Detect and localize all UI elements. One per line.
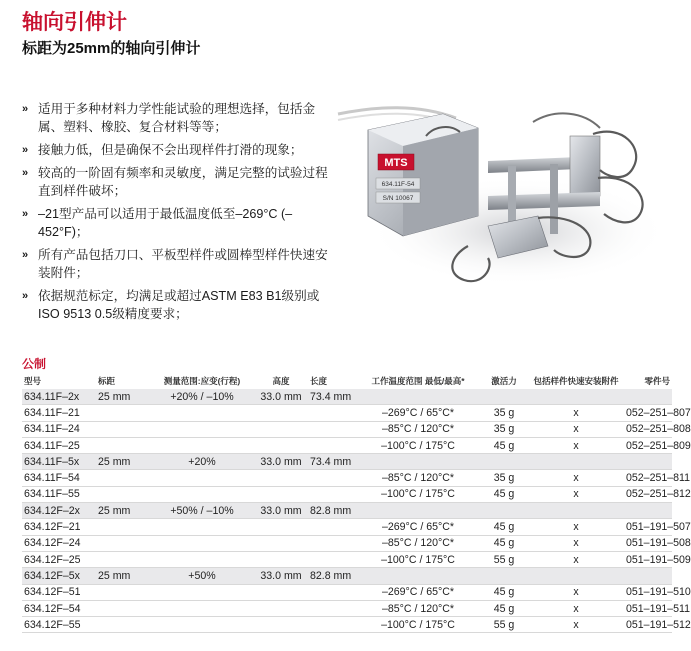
cell-attachment: x <box>528 486 624 502</box>
cell-part-number: 052–251–812 <box>624 486 672 502</box>
cell-range <box>150 486 254 502</box>
cell-range <box>150 617 254 633</box>
table-row <box>22 617 672 633</box>
cell-attachment: x <box>528 470 624 486</box>
table-row <box>22 503 672 519</box>
cell-height <box>254 617 308 633</box>
cell-attachment: x <box>528 519 624 535</box>
cell-height: 33.0 mm <box>254 454 308 470</box>
feature-item <box>22 100 340 136</box>
feature-text: 接触力低，但是确保不会出现样件打滑的现象； <box>38 143 303 157</box>
cell-model: 634.11F–24 <box>22 421 96 437</box>
table-row <box>22 470 672 486</box>
cell-model: 634.12F–54 <box>22 600 96 616</box>
cell-temperature <box>356 389 480 405</box>
cell-temperature: –100°C / 175°C <box>356 617 480 633</box>
table-row <box>22 486 672 502</box>
cell-force: 45 g <box>480 535 528 551</box>
cell-range: +20% <box>150 454 254 470</box>
feature-text: 较高的一阶固有频率和灵敏度，满足完整的试验过程直到样件破坏； <box>38 166 328 198</box>
cell-height <box>254 405 308 421</box>
cell-length <box>308 470 356 486</box>
cell-attachment: x <box>528 405 624 421</box>
cell-length <box>308 437 356 453</box>
bullet-mark: » <box>22 208 29 220</box>
cell-part-number <box>624 568 672 584</box>
feature-text: 所有产品包括刀口、平板型样件或圆棒型样件快速安装附件； <box>38 248 328 280</box>
cell-attachment: x <box>528 584 624 600</box>
cell-model: 634.12F–25 <box>22 551 96 567</box>
page-title: 轴向引伸计 <box>22 11 127 34</box>
cell-force <box>480 454 528 470</box>
table-row <box>22 600 672 616</box>
cell-part-number: 052–251–811 <box>624 470 672 486</box>
cell-length <box>308 421 356 437</box>
section-title-metric: 公制 <box>22 357 47 371</box>
cell-temperature: –85°C / 120°C* <box>356 421 480 437</box>
cell-range: +50% <box>150 568 254 584</box>
cell-attachment <box>528 568 624 584</box>
cell-force: 35 g <box>480 405 528 421</box>
cell-range <box>150 551 254 567</box>
cell-range <box>150 600 254 616</box>
cell-force: 45 g <box>480 600 528 616</box>
cell-model: 634.11F–25 <box>22 437 96 453</box>
cell-attachment: x <box>528 600 624 616</box>
cell-part-number <box>624 389 672 405</box>
cell-model: 634.11F–5x <box>22 454 96 470</box>
cell-length: 82.8 mm <box>308 503 356 519</box>
cell-temperature: –100°C / 175°C <box>356 437 480 453</box>
cell-temperature: –85°C / 120°C* <box>356 470 480 486</box>
cell-attachment: x <box>528 617 624 633</box>
model-plate: 634.11F-54 <box>381 181 415 188</box>
cell-part-number: 052–251–808 <box>624 421 672 437</box>
header-force: 激活力 <box>491 376 517 386</box>
table-row <box>22 437 672 453</box>
header-part-number: 零件号 <box>644 376 670 386</box>
cell-force: 55 g <box>480 551 528 567</box>
cell-model: 634.11F–55 <box>22 486 96 502</box>
cell-length <box>308 519 356 535</box>
cell-gauge-length <box>96 535 150 551</box>
cell-height <box>254 519 308 535</box>
header-length: 长度 <box>310 376 328 386</box>
cell-model: 634.12F–24 <box>22 535 96 551</box>
header-temperature: 工作温度范围 最低/最高* <box>371 376 465 386</box>
cell-part-number: 051–191–510 <box>624 584 672 600</box>
cell-gauge-length: 25 mm <box>96 389 150 405</box>
cell-range <box>150 535 254 551</box>
cell-length <box>308 486 356 502</box>
feature-text: 适用于多种材料力学性能试验的理想选择，包括金属、塑料、橡胶、复合材料等等； <box>38 102 316 134</box>
cell-model: 634.12F–21 <box>22 519 96 535</box>
feature-item <box>22 287 340 323</box>
cell-temperature: –269°C / 65°C* <box>356 519 480 535</box>
cell-height <box>254 535 308 551</box>
cell-gauge-length <box>96 617 150 633</box>
cell-length <box>308 600 356 616</box>
cell-force: 55 g <box>480 617 528 633</box>
cell-range <box>150 519 254 535</box>
cell-gauge-length: 25 mm <box>96 454 150 470</box>
cell-force <box>480 568 528 584</box>
cell-length: 82.8 mm <box>308 568 356 584</box>
cell-height <box>254 584 308 600</box>
bullet-mark: » <box>22 167 29 179</box>
cell-height <box>254 551 308 567</box>
cell-gauge-length: 25 mm <box>96 568 150 584</box>
cell-temperature: –269°C / 65°C* <box>356 405 480 421</box>
cell-temperature: –100°C / 175°C <box>356 551 480 567</box>
cell-force: 45 g <box>480 519 528 535</box>
cell-range: +50% / –10% <box>150 503 254 519</box>
cell-temperature <box>356 503 480 519</box>
cell-height <box>254 486 308 502</box>
table-row <box>22 519 672 535</box>
cell-part-number: 051–191–508 <box>624 535 672 551</box>
cell-height: 33.0 mm <box>254 503 308 519</box>
cell-temperature: –85°C / 120°C* <box>356 600 480 616</box>
cell-model: 634.12F–5x <box>22 568 96 584</box>
bullet-mark: » <box>22 103 29 115</box>
feature-text: –21型产品可以适用于最低温度低至–269°C (–452°F)； <box>38 207 293 239</box>
cell-length <box>308 405 356 421</box>
table-row <box>22 568 672 584</box>
cell-height <box>254 437 308 453</box>
bullet-mark: » <box>22 290 29 302</box>
cell-temperature: –100°C / 175°C <box>356 486 480 502</box>
cell-part-number <box>624 503 672 519</box>
cell-force <box>480 389 528 405</box>
cell-part-number <box>624 454 672 470</box>
cell-attachment: x <box>528 437 624 453</box>
cell-height: 33.0 mm <box>254 389 308 405</box>
feature-item <box>22 164 340 200</box>
header-attachment: 包括样件快速安装附件 <box>533 376 619 386</box>
cell-gauge-length <box>96 470 150 486</box>
header-height: 高度 <box>272 376 290 386</box>
cell-part-number: 051–191–512 <box>624 617 672 633</box>
cell-range <box>150 421 254 437</box>
header-gauge-length: 标距 <box>98 376 116 386</box>
cell-height: 33.0 mm <box>254 568 308 584</box>
table-header-row <box>22 373 672 389</box>
table-row <box>22 389 672 405</box>
cell-part-number: 052–251–809 <box>624 437 672 453</box>
serial-plate: S/N 10067 <box>382 195 414 202</box>
cell-gauge-length <box>96 584 150 600</box>
cell-height <box>254 421 308 437</box>
cell-attachment <box>528 454 624 470</box>
cell-range <box>150 584 254 600</box>
cell-force <box>480 503 528 519</box>
header-range: 测量范围:应变(行程) <box>163 376 241 386</box>
cell-height <box>254 600 308 616</box>
cell-gauge-length <box>96 486 150 502</box>
cell-range <box>150 437 254 453</box>
cell-model: 634.12F–55 <box>22 617 96 633</box>
cell-attachment <box>528 389 624 405</box>
cell-model: 634.12F–2x <box>22 503 96 519</box>
cell-attachment: x <box>528 535 624 551</box>
cell-length <box>308 551 356 567</box>
cell-model: 634.11F–2x <box>22 389 96 405</box>
bullet-mark: » <box>22 144 29 156</box>
table-row <box>22 421 672 437</box>
cell-length <box>308 535 356 551</box>
feature-text: 依据规范标定，均满足或超过ASTM E83 B1级别或ISO 9513 0.5级精度要求； <box>38 289 320 321</box>
cell-part-number: 052–251–807 <box>624 405 672 421</box>
cell-temperature <box>356 454 480 470</box>
cell-model: 634.12F–51 <box>22 584 96 600</box>
cell-height <box>254 470 308 486</box>
cell-force: 45 g <box>480 486 528 502</box>
cell-gauge-length: 25 mm <box>96 503 150 519</box>
header-model: 型号 <box>24 376 42 386</box>
cell-force: 35 g <box>480 421 528 437</box>
feature-list <box>22 100 340 328</box>
cell-attachment: x <box>528 421 624 437</box>
cell-gauge-length <box>96 519 150 535</box>
spec-table <box>22 373 691 633</box>
cell-gauge-length <box>96 551 150 567</box>
feature-item <box>22 141 340 159</box>
cell-range <box>150 405 254 421</box>
cell-range <box>150 470 254 486</box>
page-subtitle: 标距为25mm的轴向引伸计 <box>22 40 201 57</box>
cell-gauge-length <box>96 600 150 616</box>
cell-temperature <box>356 568 480 584</box>
extensometer-photo <box>338 96 654 296</box>
cell-force: 35 g <box>480 470 528 486</box>
cell-model: 634.11F–21 <box>22 405 96 421</box>
cell-range: +20% / –10% <box>150 389 254 405</box>
feature-item <box>22 205 340 241</box>
cell-attachment <box>528 503 624 519</box>
cell-length <box>308 584 356 600</box>
cell-length: 73.4 mm <box>308 389 356 405</box>
cell-length <box>308 617 356 633</box>
cell-temperature: –85°C / 120°C* <box>356 535 480 551</box>
cell-force: 45 g <box>480 437 528 453</box>
table-row <box>22 535 672 551</box>
bullet-mark: » <box>22 249 29 261</box>
cell-force: 45 g <box>480 584 528 600</box>
cell-part-number: 051–191–509 <box>624 551 672 567</box>
table-row <box>22 584 672 600</box>
cell-gauge-length <box>96 405 150 421</box>
brand-logo: MTS <box>384 157 408 169</box>
cell-temperature: –269°C / 65°C* <box>356 584 480 600</box>
cell-part-number: 051–191–511 <box>624 600 672 616</box>
feature-item <box>22 246 340 282</box>
table-row <box>22 454 672 470</box>
table-row <box>22 551 672 567</box>
cell-part-number: 051–191–507 <box>624 519 672 535</box>
cell-length: 73.4 mm <box>308 454 356 470</box>
cell-attachment: x <box>528 551 624 567</box>
cell-gauge-length <box>96 421 150 437</box>
cell-model: 634.11F–54 <box>22 470 96 486</box>
cell-gauge-length <box>96 437 150 453</box>
table-row <box>22 405 672 421</box>
